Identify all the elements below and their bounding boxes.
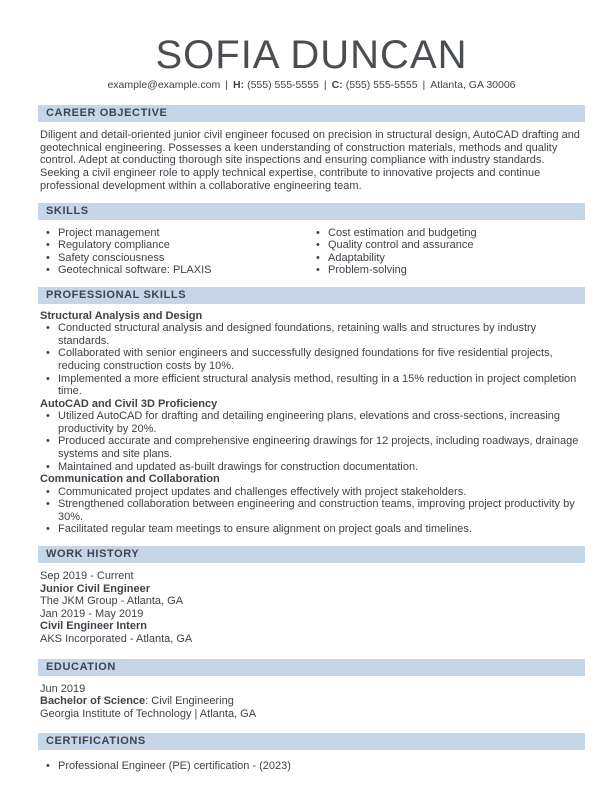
list-item: • Strengthened collaboration between engineering and construction teams, improving project productivity by 30%.	[46, 498, 575, 523]
list-item: • Implemented a more efficient structural analysis method, resulting in a 15% reduction in project completion time.	[46, 372, 577, 398]
skill-group-list	[38, 322, 585, 398]
contact-line	[38, 79, 585, 92]
bullet-icon: •	[46, 410, 50, 423]
section-header-career-objective: CAREER OBJECTIVE	[38, 105, 585, 122]
education-degree-line	[40, 695, 585, 708]
bullet-icon: •	[46, 251, 50, 264]
contact-location: Atlanta, GA 30006	[430, 79, 516, 91]
bullet-icon: •	[316, 239, 320, 252]
education-body	[38, 683, 585, 721]
candidate-name: SOFIA DUNCAN	[155, 33, 468, 77]
certifications-list	[38, 760, 585, 773]
bullet-icon: •	[46, 226, 50, 239]
bullet-icon: •	[46, 322, 50, 335]
list-item: • Maintained and updated as-built drawings for construction documentation.	[46, 460, 419, 473]
job-dates: Jan 2019 - May 2019	[40, 607, 144, 620]
skill-item: • Adaptability	[316, 251, 385, 264]
contact-email: example@example.com	[107, 79, 221, 91]
career-objective-text: Diligent and detail-oriented junior civil engineer focused on precision in structural design, AutoCAD drafting and geotechnical engineering. Possesses a keen understanding of construction materials, methods and quality control. Adept at conducting thorough site inspections and ensuring compliance with industry standards. Seeking a civil engineer role to apply technical expertise, contribute to innovative projects and continue professional development within a collaborative engineering team.	[40, 129, 580, 192]
job-dates: Sep 2019 - Current	[40, 570, 134, 583]
skill-item: • Project management	[46, 226, 160, 239]
bullet-icon: •	[46, 460, 50, 473]
skill-item: • Problem-solving	[316, 264, 407, 277]
skills-column-right	[308, 227, 585, 277]
job-entry	[40, 608, 585, 646]
list-item: • Communicated project updates and challenges effectively with project stakeholders.	[46, 485, 467, 498]
list-item: • Conducted structural analysis and designed foundations, retaining walls and structures by industry standards.	[46, 322, 537, 347]
skill-item: • Geotechnical software: PLAXIS	[46, 264, 212, 277]
skill-group-list	[38, 410, 585, 473]
job-title: Civil Engineer Intern	[40, 620, 147, 633]
home-phone: (555) 555-5555	[247, 79, 319, 91]
skill-group-heading: Structural Analysis and Design	[40, 309, 203, 322]
bullet-icon: •	[316, 264, 320, 277]
skill-item: • Regulatory compliance	[46, 239, 170, 252]
bullet-icon: •	[316, 251, 320, 264]
skill-item: • Quality control and assurance	[316, 239, 474, 252]
job-employer: AKS Incorporated - Atlanta, GA	[40, 632, 193, 645]
section-header-certifications: CERTIFICATIONS	[38, 733, 585, 750]
contact-separator: |	[225, 79, 228, 91]
bullet-icon: •	[46, 372, 50, 385]
list-item: • Produced accurate and comprehensive engineering drawings for 12 projects, including roadways, drainage systems and site plans.	[46, 435, 579, 461]
bullet-icon: •	[46, 264, 50, 277]
bullet-icon: •	[46, 435, 50, 448]
bullet-icon: •	[46, 523, 50, 536]
cell-phone-label: C:	[331, 79, 343, 91]
list-item: • Facilitated regular team meetings to ensure alignment on project goals and timelines.	[46, 523, 472, 536]
bullet-icon: •	[316, 226, 320, 239]
list-item: • Utilized AutoCAD for drafting and detailing engineering plans, elevations and cross-sections, increasing productivity by 20%.	[46, 410, 561, 435]
resume-content	[0, 34, 612, 773]
contact-separator: |	[323, 79, 327, 91]
skills-column-left	[38, 227, 308, 277]
section-header-work-history: WORK HISTORY	[38, 546, 585, 563]
home-phone-label: H:	[233, 79, 245, 91]
section-header-skills: SKILLS	[38, 203, 585, 220]
job-employer: The JKM Group - Atlanta, GA	[40, 595, 184, 608]
section-header-education: EDUCATION	[38, 659, 585, 676]
skill-group-heading: AutoCAD and Civil 3D Proficiency	[40, 397, 218, 410]
certification-item: • Professional Engineer (PE) certification - (2023)	[46, 760, 291, 773]
list-item: • Collaborated with senior engineers and successfully designed foundations for five residential projects, reducing construction costs by 10%.	[46, 347, 553, 373]
skill-group-heading: Communication and Collaboration	[40, 473, 220, 486]
cell-phone: (555) 555-5555	[345, 79, 418, 91]
section-header-professional-skills: PROFESSIONAL SKILLS	[38, 287, 585, 304]
professional-skills-body	[38, 310, 585, 536]
work-history-body	[38, 570, 585, 646]
bullet-icon: •	[46, 239, 50, 252]
job-title: Junior Civil Engineer	[40, 582, 151, 595]
education-degree: Bachelor of Science	[40, 695, 146, 708]
skill-item: • Cost estimation and budgeting	[316, 226, 477, 239]
education-school: Georgia Institute of Technology | Atlanta, GA	[40, 707, 257, 720]
education-degree-detail: : Civil Engineering	[145, 695, 234, 708]
skills-columns	[38, 227, 585, 277]
education-date: Jun 2019	[40, 682, 86, 695]
skill-group-list	[38, 486, 585, 536]
bullet-icon: •	[46, 485, 50, 498]
bullet-icon: •	[46, 347, 50, 360]
contact-separator: |	[422, 79, 426, 91]
bullet-icon: •	[46, 498, 50, 511]
bullet-icon: •	[46, 760, 50, 773]
job-entry	[40, 570, 585, 608]
skill-item: • Safety consciousness	[46, 251, 165, 264]
